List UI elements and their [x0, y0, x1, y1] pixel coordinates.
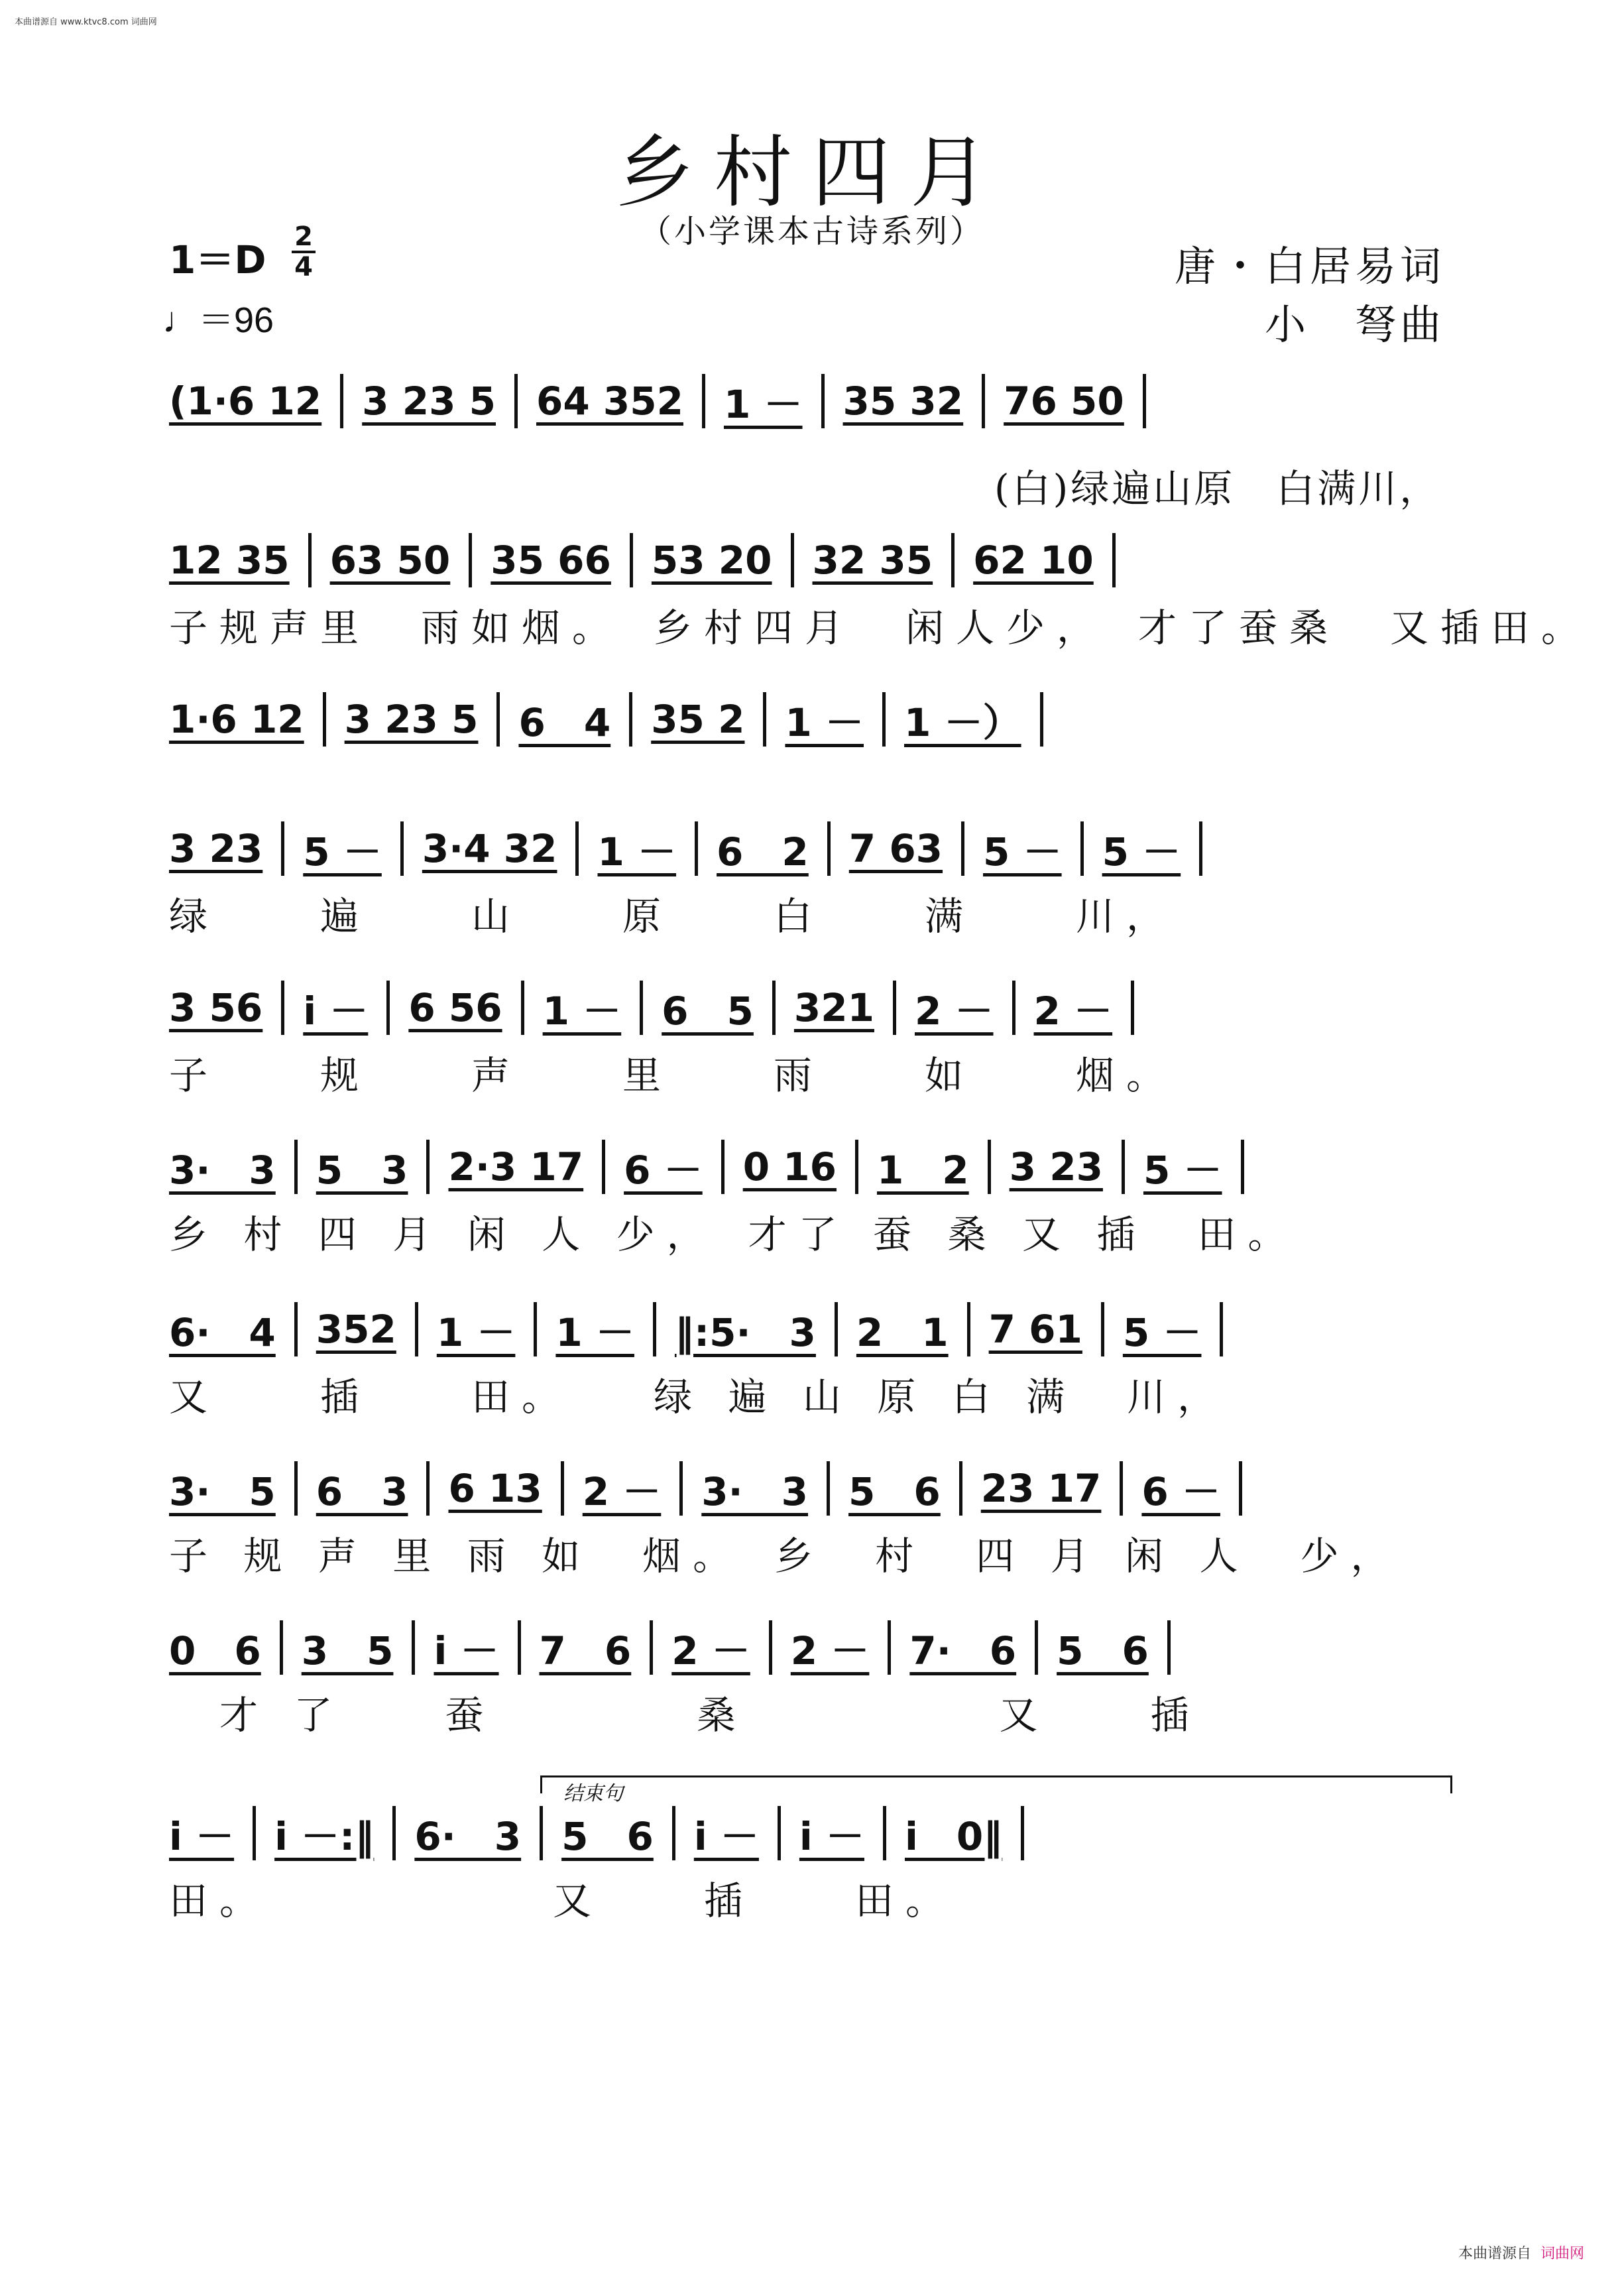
- barline: [281, 981, 284, 1035]
- barline: [1080, 821, 1084, 876]
- barline: [561, 1461, 564, 1516]
- measure: 3 56: [169, 985, 263, 1030]
- barline: [340, 374, 343, 428]
- measure: 1 2: [876, 1148, 969, 1193]
- barline: [514, 374, 518, 428]
- barline: [294, 1140, 298, 1194]
- barline: [308, 533, 312, 587]
- barline: [253, 1806, 256, 1860]
- lyric-row: 田。 又 插 田。: [169, 1878, 957, 1923]
- barline: [772, 981, 776, 1035]
- time-signature-bottom: 4: [294, 252, 313, 282]
- barline: [534, 1302, 537, 1356]
- barline: [769, 1620, 772, 1675]
- barline: [294, 1461, 298, 1516]
- key-signature: 1＝D: [169, 237, 266, 282]
- measure: 7· 6: [909, 1628, 1017, 1673]
- source-watermark-bottom: [1458, 2242, 1584, 2263]
- barline: [630, 533, 633, 587]
- measure: 3 5: [301, 1628, 394, 1673]
- barline: [323, 692, 326, 747]
- measure: 6 56: [408, 985, 502, 1030]
- barline: [575, 821, 579, 876]
- measure: 1·6 12: [169, 697, 304, 742]
- barline: [1199, 821, 1202, 876]
- barline: [721, 1140, 725, 1194]
- measure: 6 4: [518, 700, 611, 745]
- measure: 2 －: [1033, 989, 1113, 1034]
- measure: 6 3: [316, 1469, 408, 1514]
- barline: [415, 1302, 418, 1356]
- barline: [496, 692, 500, 747]
- barline: [1035, 1620, 1038, 1675]
- notation-row: [169, 1299, 1462, 1359]
- barline: [855, 1140, 858, 1194]
- score-line: [169, 1803, 1462, 1925]
- barline: [835, 1302, 838, 1356]
- barline: [982, 374, 985, 428]
- measure: 6 －: [624, 1148, 703, 1193]
- measure: 3 23 5: [362, 379, 496, 424]
- measure: 7 6: [539, 1628, 632, 1673]
- barline: [778, 1806, 781, 1860]
- barline: [888, 1620, 891, 1675]
- barline: [702, 374, 705, 428]
- notation-row: [169, 819, 1462, 878]
- barline: [791, 533, 794, 587]
- measure: 35 66: [491, 538, 611, 583]
- barline: [763, 692, 766, 747]
- lyric-row: 子 规 声 里 雨 如 烟。: [169, 1053, 1177, 1098]
- barline: [1120, 1461, 1123, 1516]
- measure: i 0‖: [904, 1814, 1003, 1859]
- barline: [988, 1140, 991, 1194]
- notation-row: [169, 1803, 1462, 1863]
- measure: 6· 4: [169, 1310, 276, 1355]
- barline: [951, 533, 955, 587]
- measure: 5 －: [1143, 1148, 1222, 1193]
- measure: 5 －: [983, 829, 1062, 874]
- song-title: 乡村四月: [615, 127, 1008, 218]
- barline: [1021, 1806, 1024, 1860]
- measure: 3· 3: [701, 1469, 809, 1514]
- barline: [1012, 981, 1015, 1035]
- measure: 5 －: [1122, 1310, 1202, 1355]
- barline: [1143, 374, 1146, 428]
- measure: 3· 5: [169, 1469, 276, 1514]
- barline: [1040, 692, 1043, 747]
- lyric-row: 才 了 蚕 桑 又 插: [169, 1693, 1201, 1738]
- lyricist-credit: 唐・白居易词: [1174, 242, 1445, 290]
- barline: [521, 981, 524, 1035]
- measure: i －: [693, 1814, 759, 1859]
- measure: 0 6: [169, 1628, 261, 1673]
- barline: [1122, 1140, 1125, 1194]
- barline: [893, 981, 896, 1035]
- score-line: [169, 819, 1462, 941]
- notation-row: [169, 530, 1462, 590]
- barline: [827, 1461, 830, 1516]
- barline: [821, 374, 825, 428]
- barline: [469, 533, 472, 587]
- barline: [386, 981, 390, 1035]
- barline: [426, 1461, 430, 1516]
- barline: [827, 821, 831, 876]
- barline: [1112, 533, 1116, 587]
- measure: 7 61: [988, 1307, 1082, 1352]
- score-line: [169, 1618, 1462, 1740]
- ending-label: 结束句: [563, 1782, 623, 1805]
- measure: 2 －: [671, 1628, 750, 1673]
- barline: [602, 1140, 605, 1194]
- measure: 1 －: [785, 700, 864, 745]
- measure: 2 －: [914, 989, 994, 1034]
- measure: 6 2: [717, 829, 809, 874]
- measure: 62 10: [973, 538, 1094, 583]
- barline: [959, 1461, 962, 1516]
- source-brand: 词曲网: [1540, 2246, 1584, 2262]
- barline: [640, 981, 643, 1035]
- measure: 64 352: [536, 379, 683, 424]
- measure: 5 －: [1102, 829, 1181, 874]
- tempo-marking: ♩＝96: [162, 300, 274, 340]
- barline: [1101, 1302, 1104, 1356]
- measure: 3·4 32: [422, 826, 557, 871]
- barline: [1131, 981, 1134, 1035]
- barline: [392, 1806, 396, 1860]
- barline: [1167, 1620, 1171, 1675]
- measure: 352: [316, 1307, 396, 1352]
- score-line: [169, 371, 1462, 438]
- source-prefix: 本曲谱源自: [1458, 2246, 1531, 2262]
- notation-row: [169, 978, 1462, 1038]
- measure: i －:‖: [274, 1814, 375, 1859]
- lyric-row: 乡 村 四 月 闲 人 少， 才了 蚕 桑 又 插 田。: [169, 1212, 1299, 1257]
- measure: 2 －: [582, 1469, 662, 1514]
- composer-credit: 小 弩曲: [1264, 300, 1445, 349]
- measure: 32 35: [812, 538, 933, 583]
- measure: (1·6 12: [169, 379, 322, 424]
- measure: 2·3 17: [448, 1144, 584, 1189]
- barline: [882, 692, 886, 747]
- ending-bracket: [540, 1775, 1452, 1793]
- measure: 6 5: [662, 989, 754, 1034]
- barline: [1239, 1461, 1242, 1516]
- barline: [1220, 1302, 1223, 1356]
- score-line: [169, 530, 1592, 652]
- measure: 76 50: [1004, 379, 1124, 424]
- barline: [961, 821, 964, 876]
- measure: 5 3: [316, 1148, 408, 1193]
- measure: i －: [169, 1814, 235, 1859]
- measure: i －: [303, 989, 369, 1034]
- lyric-row: 又 插 田。 绿 遍 山 原 白 满 川，: [169, 1374, 1228, 1419]
- barline: [400, 821, 404, 876]
- barline: [629, 692, 632, 747]
- time-signature: [292, 221, 316, 282]
- barline: [412, 1620, 415, 1675]
- barline: [967, 1302, 970, 1356]
- score-line: [169, 1299, 1462, 1421]
- measure: 35 2: [651, 697, 745, 742]
- measure: 23 17: [980, 1466, 1102, 1511]
- source-watermark-top: 本曲谱源自 www.ktvc8.com 词曲网: [15, 17, 157, 27]
- measure: 63 50: [329, 538, 451, 583]
- notation-row: [169, 1459, 1462, 1518]
- measure: 3· 3: [169, 1148, 276, 1193]
- song-subtitle: （小学课本古诗系列）: [639, 213, 984, 250]
- barline: [426, 1140, 430, 1194]
- barline: [695, 821, 698, 876]
- barline: [883, 1806, 886, 1860]
- time-signature-top: 2: [294, 221, 313, 252]
- measure: 1 －: [555, 1310, 634, 1355]
- barline: [294, 1302, 298, 1356]
- barline: [650, 1620, 653, 1675]
- lyric-row: 绿 遍 山 原 白 满 川，: [169, 894, 1177, 939]
- measure: 6· 3: [414, 1814, 522, 1859]
- barline: [281, 821, 284, 876]
- barline: [280, 1620, 283, 1675]
- measure: 35 32: [842, 379, 964, 424]
- measure: i －: [434, 1628, 499, 1673]
- score-line: [169, 1137, 1462, 1259]
- barline: [672, 1806, 675, 1860]
- barline: [653, 1302, 656, 1356]
- lyric-row: 子 规 声 里 雨 如 烟。 乡 村 四 月 闲 人 少，: [169, 1533, 1401, 1579]
- measure: 1 －: [723, 382, 803, 427]
- score-line: [169, 1459, 1462, 1581]
- measure: 1 －）: [904, 700, 1021, 745]
- notation-row: [169, 690, 1462, 749]
- measure: 12 35: [169, 538, 290, 583]
- measure: 5 －: [303, 829, 382, 874]
- measure: i －: [799, 1814, 864, 1859]
- measure: 5 6: [561, 1814, 654, 1859]
- measure: 7 63: [848, 826, 943, 871]
- measure: 1 －: [542, 989, 622, 1034]
- measure: 1 －: [597, 829, 677, 874]
- notation-row: [169, 1137, 1462, 1197]
- barline: [518, 1620, 521, 1675]
- measure: ‖:5· 3: [674, 1310, 816, 1355]
- measure: 2 －: [790, 1628, 870, 1673]
- measure: 6 13: [448, 1466, 542, 1511]
- measure: 5 6: [1057, 1628, 1149, 1673]
- barline: [1241, 1140, 1244, 1194]
- measure: 321: [793, 985, 874, 1030]
- spoken-intro-lyric: (白)绿遍山原 白满川，: [994, 466, 1441, 511]
- measure: 3 23 5: [344, 697, 479, 742]
- barline: [679, 1461, 683, 1516]
- score-line: [169, 690, 1462, 756]
- measure: 6 －: [1141, 1469, 1220, 1514]
- measure: 5 6: [848, 1469, 941, 1514]
- notation-row: [169, 371, 1462, 431]
- notation-row: [169, 1618, 1462, 1677]
- barline: [540, 1806, 543, 1860]
- measure: 3 23: [169, 826, 263, 871]
- score-line: [169, 978, 1462, 1100]
- measure: 53 20: [651, 538, 772, 583]
- measure: 2 1: [856, 1310, 949, 1355]
- measure: 1 －: [436, 1310, 516, 1355]
- measure: 0 16: [742, 1144, 837, 1189]
- measure: 3 23: [1009, 1144, 1103, 1189]
- lyric-row: 子规声里 雨如烟。 乡村四月 闲人少， 才了蚕桑 又插田。: [169, 605, 1592, 650]
